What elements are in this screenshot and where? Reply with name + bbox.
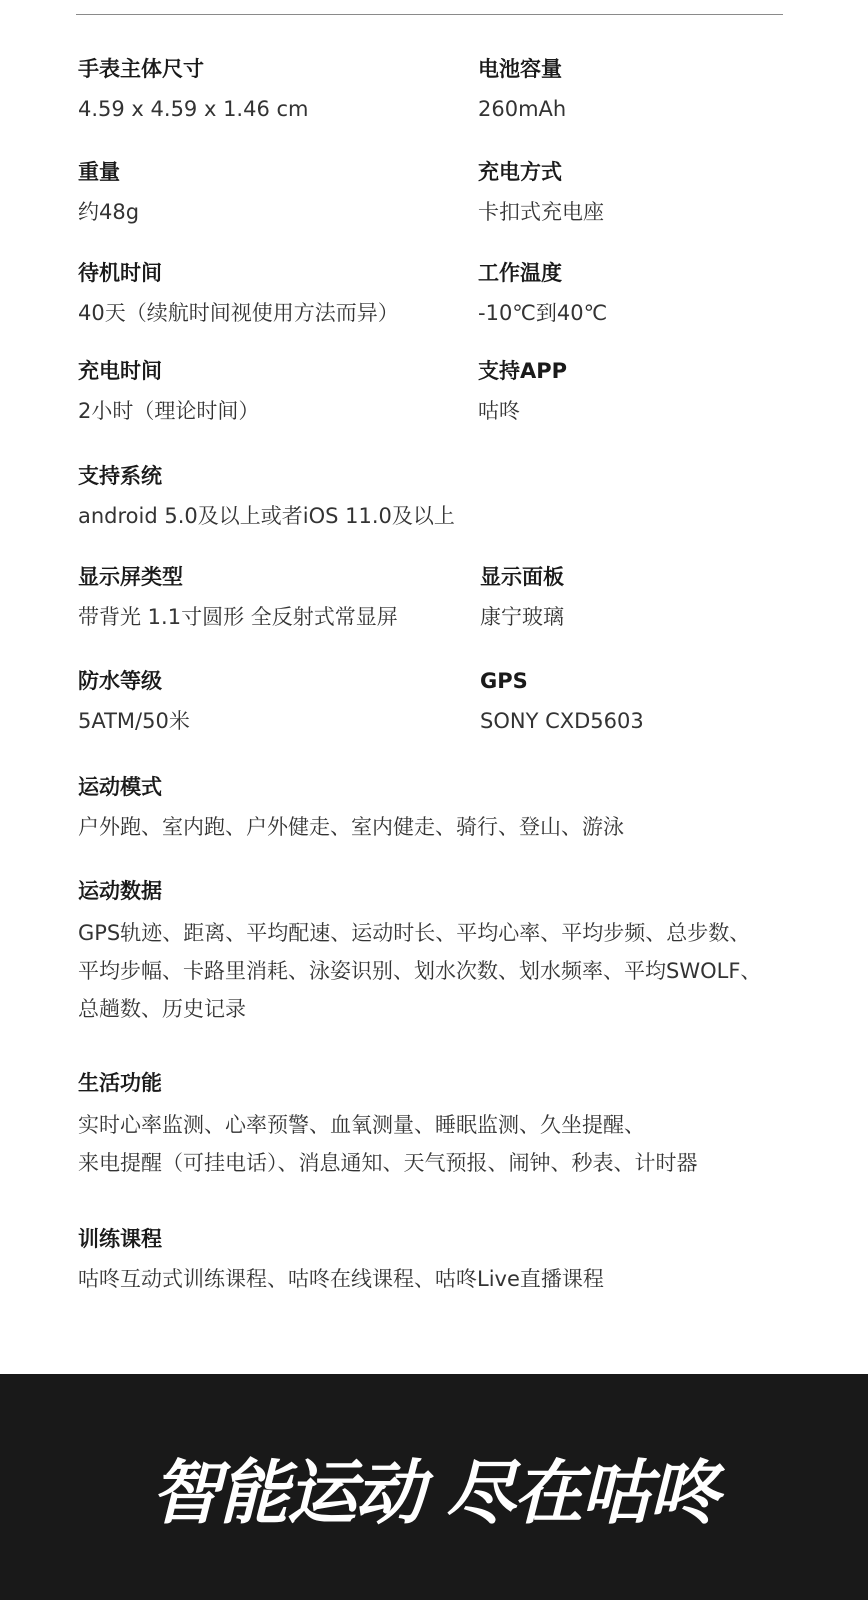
top-divider [76, 14, 783, 15]
spec-battery [478, 54, 566, 124]
spec-sport-modes [78, 772, 624, 842]
spec-weight [78, 157, 139, 227]
spec-label: 重量 [78, 160, 120, 184]
spec-charging-time [78, 356, 259, 426]
spec-label: 生活功能 [78, 1071, 162, 1095]
spec-value: 卡扣式充电座 [478, 200, 604, 224]
spec-label: 工作温度 [478, 261, 562, 285]
spec-value: android 5.0及以上或者iOS 11.0及以上 [78, 504, 455, 528]
spec-value-line: 来电提醒（可挂电话）、消息通知、天气预报、闹钟、秒表、计时器 [78, 1151, 698, 1175]
spec-gps [480, 666, 644, 736]
spec-label: GPS [480, 669, 528, 693]
spec-value [78, 914, 761, 1028]
spec-label: 电池容量 [478, 57, 562, 81]
spec-value-line: 平均步幅、卡路里消耗、泳姿识别、划水次数、划水频率、平均SWOLF、 [78, 959, 762, 983]
spec-label: 防水等级 [78, 669, 162, 693]
spec-value: 康宁玻璃 [480, 605, 564, 629]
spec-label: 训练课程 [78, 1227, 162, 1251]
spec-label: 支持APP [478, 359, 568, 383]
spec-value: SONY CXD5603 [480, 709, 644, 733]
spec-value: 咕咚互动式训练课程、咕咚在线课程、咕咚Live直播课程 [78, 1267, 604, 1291]
spec-value: -10℃到40℃ [478, 301, 608, 325]
spec-sport-data [78, 876, 761, 1028]
slogan-banner [0, 1374, 868, 1600]
spec-working-temperature [478, 258, 607, 328]
spec-value: 咕咚 [478, 399, 520, 423]
spec-label: 运动模式 [78, 775, 162, 799]
spec-label: 待机时间 [78, 261, 162, 285]
spec-label: 显示面板 [480, 565, 564, 589]
spec-display-type [78, 562, 398, 632]
spec-value-line: 总趟数、历史记录 [78, 997, 246, 1021]
spec-value-line: GPS轨迹、距离、平均配速、运动时长、平均心率、平均步频、总步数、 [78, 921, 751, 945]
spec-value: 40天（续航时间视使用方法而异） [78, 301, 399, 325]
spec-training-courses [78, 1224, 604, 1294]
spec-value: 2小时（理论时间） [78, 399, 260, 423]
spec-life-features [78, 1068, 698, 1182]
spec-value [78, 1106, 698, 1182]
spec-value: 户外跑、室内跑、户外健走、室内健走、骑行、登山、游泳 [78, 815, 624, 839]
spec-label: 运动数据 [78, 879, 162, 903]
spec-label: 支持系统 [78, 464, 162, 488]
spec-value: 约48g [78, 200, 140, 224]
spec-label: 充电方式 [478, 160, 562, 184]
spec-value: 260mAh [478, 97, 567, 121]
spec-label: 充电时间 [78, 359, 162, 383]
spec-label: 手表主体尺寸 [78, 57, 204, 81]
spec-supported-system [78, 461, 455, 531]
spec-label: 显示屏类型 [78, 565, 183, 589]
spec-value: 4.59 x 4.59 x 1.46 cm [78, 97, 309, 121]
spec-display-panel [480, 562, 564, 632]
spec-watch-size [78, 54, 309, 124]
spec-charging-method [478, 157, 604, 227]
spec-value-line: 实时心率监测、心率预警、血氧测量、睡眠监测、久坐提醒、 [78, 1113, 645, 1137]
spec-supported-app [478, 356, 567, 426]
spec-value: 5ATM/50米 [78, 709, 190, 733]
spec-standby-time [78, 258, 399, 328]
slogan-text: 智能运动 尽在咕咚 [150, 1451, 718, 1534]
spec-water-resistance [78, 666, 190, 736]
spec-value: 带背光 1.1寸圆形 全反射式常显屏 [78, 605, 398, 629]
